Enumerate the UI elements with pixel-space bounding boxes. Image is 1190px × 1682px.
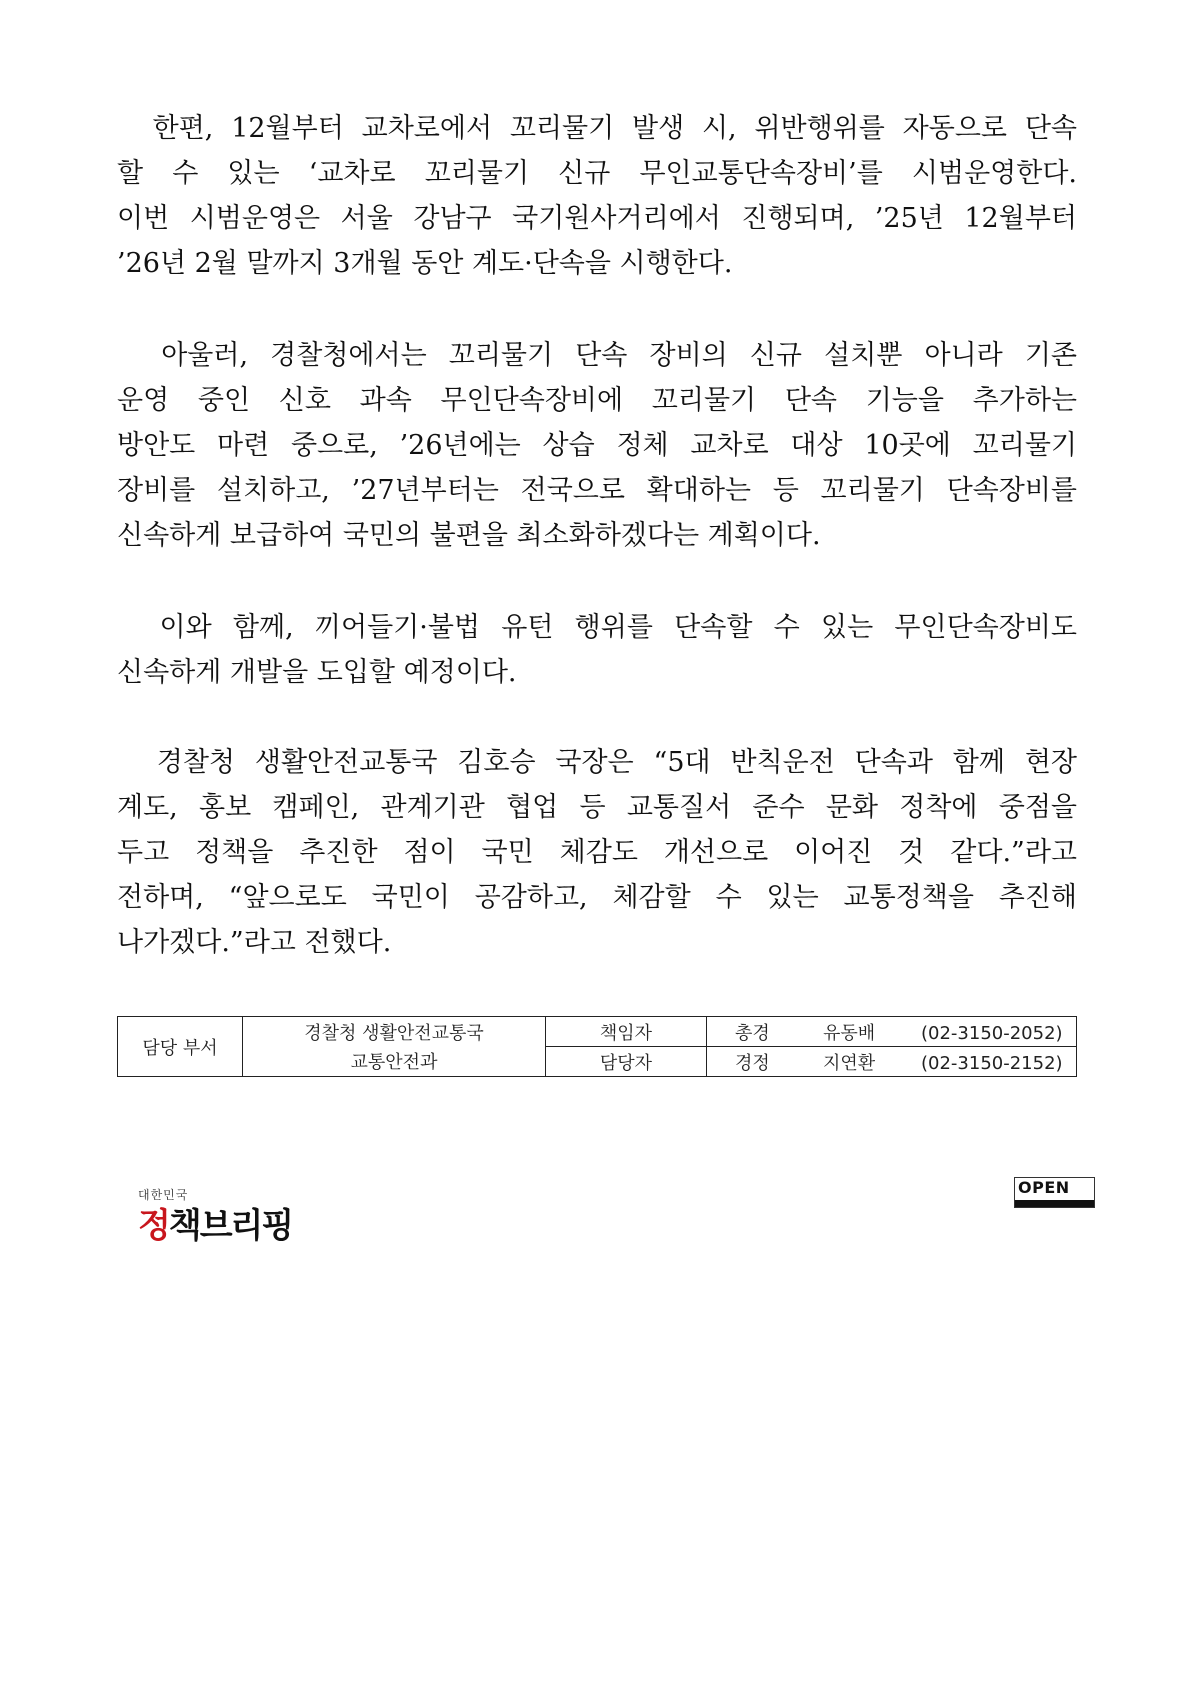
paragraph-3 — [117, 605, 1077, 695]
paragraph-line: 계도, 홍보 캠페인, 관계기관 협업 등 교통질서 준수 문화 정착에 중점을 — [117, 792, 1077, 823]
open-badge-bar — [1015, 1200, 1094, 1207]
contact-table — [117, 1016, 1077, 1077]
paragraph-line: 이와 함께, 끼어들기·불법 유턴 행위를 단속할 수 있는 무인단속장비도 — [117, 612, 1077, 643]
person-name: 유동배 — [823, 1022, 876, 1044]
paragraph-line: 두고 정책을 추진한 점이 국민 체감도 개선으로 이어진 것 같다.”라고 — [117, 837, 1077, 868]
person-cell — [707, 1047, 1077, 1077]
paragraph-line: 이번 시범운영은 서울 강남구 국기원사거리에서 진행되며, ’25년 12월부터 — [117, 203, 1077, 234]
person-phone: (02-3150-2052) — [921, 1022, 1063, 1044]
role-cell: 책임자 — [546, 1017, 707, 1047]
table-row — [118, 1047, 1077, 1077]
dept-label-cell: 담당 부서 — [118, 1017, 243, 1077]
logo-main-text — [138, 1198, 292, 1247]
paragraph-2 — [117, 333, 1077, 558]
paragraph-1 — [117, 106, 1077, 286]
paragraph-line: 한편, 12월부터 교차로에서 꼬리물기 발생 시, 위반행위를 자동으로 단속 — [117, 113, 1077, 144]
person-rank: 경정 — [735, 1052, 770, 1074]
table-row — [118, 1017, 1077, 1047]
paragraph-line: 신속하게 개발을 도입할 예정이다. — [117, 657, 517, 688]
logo-small-text: 대한민국 — [138, 1188, 189, 1202]
paragraph-line: 신속하게 보급하여 국민의 불편을 최소화하겠다는 계획이다. — [117, 520, 821, 551]
open-badge-text: OPEN — [1018, 1178, 1070, 1197]
policy-briefing-logo — [138, 1186, 298, 1248]
paragraph-line: 나가겠다.”라고 전했다. — [117, 927, 392, 958]
paragraph-line: 운영 중인 신호 과속 무인단속장비에 꼬리물기 단속 기능을 추가하는 — [117, 385, 1077, 416]
person-rank: 총경 — [735, 1022, 770, 1044]
logo-accent-text: 정 — [138, 1206, 169, 1246]
role-cell: 담당자 — [546, 1047, 707, 1077]
paragraph-line: 아울러, 경찰청에서는 꼬리물기 단속 장비의 신규 설치뿐 아니라 기존 — [117, 340, 1077, 371]
paragraph-line: 할 수 있는 ‘교차로 꼬리물기 신규 무인교통단속장비’를 시범운영한다. — [117, 158, 1077, 189]
open-license-badge — [1014, 1177, 1095, 1208]
paragraph-line: 방안도 마련 중으로, ’26년에는 상습 정체 교차로 대상 10곳에 꼬리물기 — [117, 430, 1077, 461]
person-cell — [707, 1017, 1077, 1047]
paragraph-4 — [117, 740, 1077, 965]
person-name: 지연환 — [823, 1052, 876, 1074]
paragraph-line: 전하며, “앞으로도 국민이 공감하고, 체감할 수 있는 교통정책을 추진해 — [117, 882, 1077, 913]
dept-name-cell: 경찰청 생활안전교통국 — [243, 1017, 546, 1047]
person-phone: (02-3150-2152) — [921, 1052, 1063, 1074]
paragraph-line: ’26년 2월 말까지 3개월 동안 계도·단속을 시행한다. — [117, 248, 733, 279]
paragraph-line: 경찰청 생활안전교통국 김호승 국장은 “5대 반칙운전 단속과 함께 현장 — [117, 747, 1077, 778]
dept-name-cell: 교통안전과 — [243, 1047, 546, 1077]
paragraph-line: 장비를 설치하고, ’27년부터는 전국으로 확대하는 등 꼬리물기 단속장비를 — [117, 475, 1077, 506]
logo-rest-text: 책브리핑 — [168, 1206, 293, 1246]
